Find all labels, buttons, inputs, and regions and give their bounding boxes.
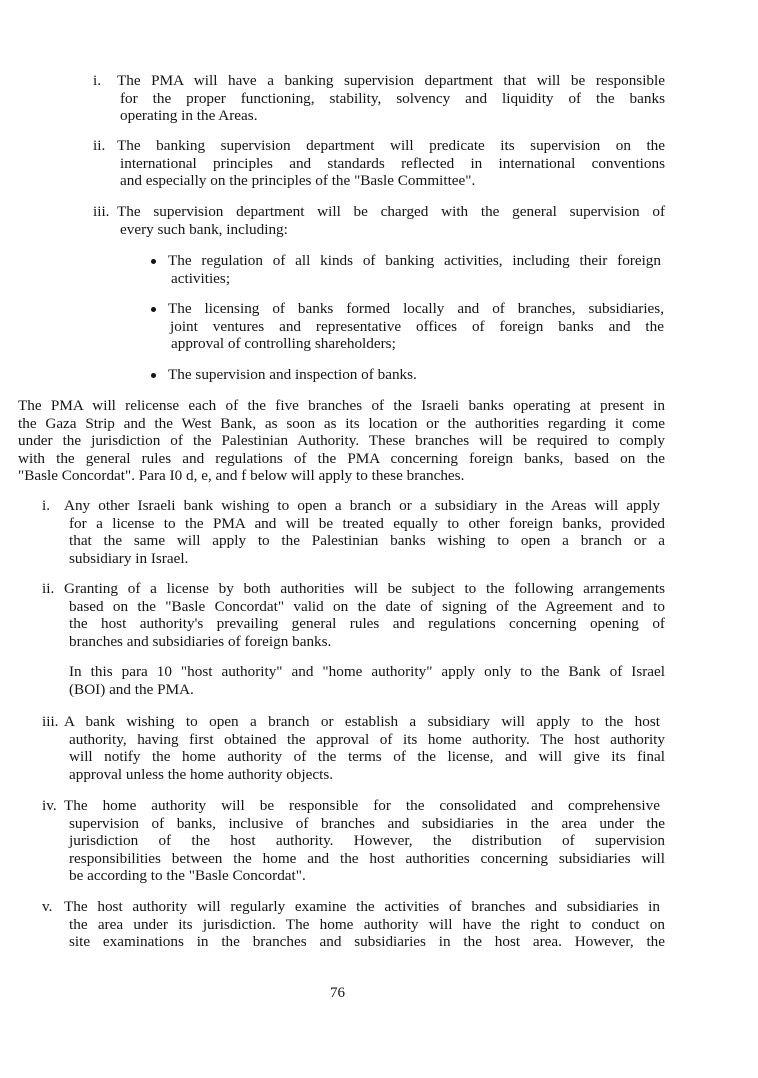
- list-item-text-line: The home authority will be responsible for the consolidated and comprehensive: [64, 797, 660, 814]
- bullet-text-line: The supervision and inspection of banks.: [168, 366, 417, 383]
- list-item-text-line: be according to the "Basle Concordat".: [69, 867, 306, 884]
- note-line: In this para 10 "host authority" and "home authority" apply only to the Bank of Israel: [69, 663, 665, 680]
- list-item-text-line: and especially on the principles of the "Basle Committee".: [120, 172, 476, 189]
- list-item-text-line: will notify the home authority of the terms of the license, and will give its final: [69, 748, 665, 765]
- list-item-text-line: approval unless the home authority objects.: [69, 766, 334, 783]
- list-item-text-line: branches and subsidiaries of foreign banks.: [69, 633, 332, 650]
- list-item-text-line: every such bank, including:: [120, 221, 288, 238]
- list-item-text-line: the host authority's prevailing general rules and regulations concerning opening of: [69, 615, 665, 632]
- bullet-text-line: approval of controlling shareholders;: [171, 335, 396, 352]
- list-item-text-line: for a license to the PMA and will be treated equally to other foreign banks, provided: [69, 515, 665, 532]
- list-item-text-line: supervision of banks, inclusive of branches and subsidiaries in the area under the: [69, 815, 665, 832]
- list-item-text-line: site examinations in the branches and subsidiaries in the host area. However, the: [69, 933, 665, 950]
- bullet-icon: [151, 373, 156, 378]
- list-item-text-line: based on the "Basle Concordat" valid on the date of signing of the Agreement and to: [69, 598, 665, 615]
- list-item-text-line: A bank wishing to open a branch or establish a subsidiary will apply to the host: [64, 713, 660, 730]
- list-item-text-line: The host authority will regularly examine the activities of branches and subsidiaries in: [64, 898, 660, 915]
- paragraph-line: under the jurisdiction of the Palestinian Authority. These branches will be required to comply: [18, 432, 665, 449]
- note-line: (BOI) and the PMA.: [69, 681, 194, 698]
- list-item-text-line: Any other Israeli bank wishing to open a branch or a subsidiary in the Areas will apply: [64, 497, 660, 514]
- bullet-text-line: activities;: [171, 270, 231, 287]
- paragraph-line: "Basle Concordat". Para I0 d, e, and f below will apply to these branches.: [18, 467, 465, 484]
- list-marker: i.: [93, 72, 102, 89]
- list-marker: v.: [42, 898, 53, 915]
- list-item-text-line: that the same will apply to the Palestinian banks wishing to open a branch or a: [69, 532, 665, 549]
- paragraph-line: The PMA will relicense each of the five branches of the Israeli banks operating at present in: [18, 397, 665, 414]
- page-number: 76: [330, 985, 345, 1001]
- list-item-text-line: operating in the Areas.: [120, 107, 258, 124]
- list-item-text-line: Granting of a license by both authorities will be subject to the following arrangements: [64, 580, 665, 597]
- list-item-text-line: The banking supervision department will predicate its supervision on the: [117, 137, 665, 154]
- list-item-text-line: the area under its jurisdiction. The home authority will have the right to conduct on: [69, 916, 665, 933]
- bullet-icon: [151, 259, 156, 264]
- list-item-text-line: The PMA will have a banking supervision department that will be responsible: [117, 72, 665, 89]
- list-item-text-line: The supervision department will be charged with the general supervision of: [117, 203, 665, 220]
- list-item-text-line: for the proper functioning, stability, solvency and liquidity of the banks: [120, 90, 665, 107]
- list-marker: ii.: [42, 580, 55, 597]
- list-marker: iv.: [42, 797, 57, 814]
- list-marker: iii.: [42, 713, 59, 730]
- bullet-icon: [151, 307, 156, 312]
- list-item-text-line: international principles and standards reflected in international conventions: [120, 155, 665, 172]
- list-item-text-line: authority, having first obtained the approval of its home authority. The host authority: [69, 731, 665, 748]
- paragraph-line: with the general rules and regulations of the PMA concerning foreign banks, based on the: [18, 450, 665, 467]
- list-item-text-line: subsidiary in Israel.: [69, 550, 189, 567]
- paragraph-line: the Gaza Strip and the West Bank, as soon as its location or the authorities regarding it come: [18, 415, 665, 432]
- list-item-text-line: responsibilities between the home and the host authorities concerning subsidiaries will: [69, 850, 665, 867]
- list-marker: iii.: [93, 203, 110, 220]
- bullet-text-line: The licensing of banks formed locally and of branches, subsidiaries,: [168, 300, 664, 317]
- list-item-text-line: jurisdiction of the host authority. However, the distribution of supervision: [69, 832, 665, 849]
- bullet-text-line: joint ventures and representative offices of foreign banks and the: [170, 318, 664, 335]
- list-marker: i.: [42, 497, 51, 514]
- bullet-text-line: The regulation of all kinds of banking activities, including their foreign: [168, 252, 661, 269]
- list-marker: ii.: [93, 137, 106, 154]
